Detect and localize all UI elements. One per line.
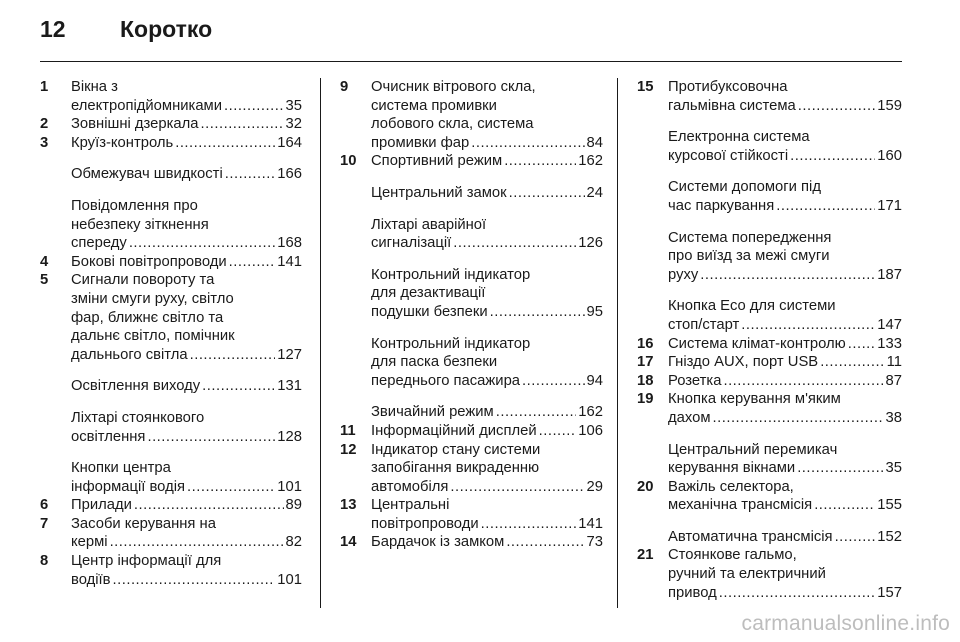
item-number: 14 [340, 534, 357, 551]
entry-line: дальнє світло, помічник [71, 328, 235, 345]
item-number: 16 [637, 335, 654, 352]
entry-line: подушки безпеки [371, 303, 488, 320]
column-divider [320, 78, 321, 608]
item-number [40, 377, 71, 396]
page-reference[interactable]: 155 [877, 497, 902, 514]
dot-leader [224, 97, 284, 116]
page-reference[interactable]: 106 [578, 422, 603, 439]
index-entry[interactable] [637, 441, 902, 478]
entry-line: Ліхтарі стоянкового [71, 409, 205, 426]
dot-leader [481, 515, 577, 534]
page-reference[interactable]: 159 [877, 97, 902, 114]
index-column-1 [40, 78, 302, 589]
index-entry[interactable] [637, 372, 902, 391]
index-entry[interactable] [340, 184, 603, 203]
index-entry[interactable] [40, 496, 302, 515]
entry-line: Кнопка керування м'яким [668, 391, 841, 408]
index-entry[interactable] [40, 165, 302, 184]
page-reference[interactable]: 84 [586, 134, 603, 151]
item-number [340, 335, 371, 391]
entry-line: фар, ближнє світло та [71, 309, 224, 326]
entry-line: спереду [71, 235, 127, 252]
index-entry[interactable] [637, 528, 902, 547]
entry-line: Обмежувач швидкості [71, 166, 223, 183]
index-entry[interactable] [40, 552, 302, 589]
entry-line: водіїв [71, 571, 111, 588]
item-number: 21 [637, 547, 654, 564]
item-number [40, 459, 71, 496]
dot-leader [134, 496, 284, 515]
item-number: 2 [40, 116, 49, 133]
item-number: 10 [340, 153, 357, 170]
dot-leader [490, 303, 585, 322]
item-number: 17 [637, 354, 654, 371]
entry-line: гальмівна система [668, 97, 796, 114]
page-reference[interactable]: 141 [578, 515, 603, 532]
page-reference[interactable]: 35 [885, 460, 902, 477]
index-entry[interactable] [340, 403, 603, 422]
entry-line: привод [668, 584, 717, 601]
page-reference[interactable]: 126 [578, 235, 603, 252]
entry-line: для паска безпеки [371, 354, 498, 371]
entry-line: Автоматична трансмісія [668, 528, 833, 545]
item-number [637, 229, 668, 285]
entry-line: небезпеку зіткнення [71, 216, 209, 233]
entry-text [371, 216, 603, 253]
entry-line: Зовнішні дзеркала [71, 116, 199, 133]
entry-text [668, 390, 902, 427]
entry-text [371, 335, 603, 391]
dot-leader [776, 197, 875, 216]
index-entry[interactable] [340, 152, 603, 171]
entry-line: Контрольний індикатор [371, 266, 531, 283]
entry-text [71, 253, 302, 272]
index-entry[interactable] [340, 533, 603, 552]
entry-text [71, 459, 302, 496]
entry-text [668, 372, 902, 391]
page-reference[interactable]: 35 [285, 97, 302, 114]
dot-leader [719, 584, 876, 603]
item-number [340, 184, 371, 203]
page-reference[interactable]: 162 [578, 404, 603, 421]
page-reference[interactable]: 171 [877, 197, 902, 214]
index-entry[interactable] [40, 197, 302, 253]
entry-line: Бокові повітропроводи [71, 253, 227, 270]
dot-leader [110, 533, 284, 552]
entry-line: зміни смуги руху, світло [71, 290, 234, 307]
entry-text [71, 165, 302, 184]
entry-text [668, 297, 902, 334]
index-entry[interactable] [40, 271, 302, 364]
entry-line: Звичайний режим [371, 404, 494, 421]
index-entry[interactable] [637, 78, 902, 115]
item-number: 19 [637, 391, 654, 408]
index-entry[interactable] [340, 78, 603, 152]
entry-line: дахом [668, 409, 711, 426]
entry-text [668, 441, 902, 478]
index-entry[interactable] [340, 335, 603, 391]
dot-leader [129, 234, 275, 253]
dot-leader [798, 97, 876, 116]
page-reference[interactable]: 87 [885, 372, 902, 389]
entry-line: Сигнали повороту та [71, 272, 215, 289]
index-column-2 [340, 78, 603, 552]
dot-leader [225, 165, 276, 184]
entry-line: руху [668, 266, 699, 283]
entry-text [371, 533, 603, 552]
dot-leader [814, 496, 875, 515]
index-column-3 [637, 78, 902, 602]
entry-text [371, 78, 603, 152]
page-reference[interactable]: 32 [285, 116, 302, 133]
item-number [637, 441, 668, 478]
item-number: 3 [40, 134, 49, 151]
item-number: 9 [340, 79, 349, 95]
item-number [340, 216, 371, 253]
entry-line: сигналізації [371, 235, 452, 252]
entry-line: інформації водія [71, 478, 186, 495]
entry-text [71, 409, 302, 446]
item-number: 18 [637, 372, 654, 389]
entry-text [71, 496, 302, 515]
entry-line: Інформаційний дисплей [371, 422, 537, 439]
entry-text [371, 403, 603, 422]
entry-line: Вікна з [71, 79, 118, 95]
dot-leader [790, 147, 875, 166]
dot-leader [713, 409, 884, 428]
page-reference[interactable]: 29 [586, 478, 603, 495]
entry-text [71, 552, 302, 589]
column-divider [617, 78, 618, 608]
entry-line: про виїзд за межі смуги [668, 248, 830, 265]
entry-text [668, 478, 902, 515]
item-number [40, 165, 71, 184]
dot-leader [504, 152, 576, 171]
entry-line: Ліхтарі аварійної [371, 216, 487, 233]
item-number: 6 [40, 497, 49, 514]
dot-leader [175, 134, 275, 153]
entry-line: Центр інформації для [71, 553, 222, 570]
index-entry[interactable] [340, 441, 603, 497]
dot-leader [201, 115, 284, 134]
index-entry[interactable] [637, 297, 902, 334]
entry-line: Освітлення виходу [71, 378, 201, 395]
index-entry[interactable] [637, 353, 902, 372]
index-entry[interactable] [340, 496, 603, 533]
index-entry[interactable] [40, 115, 302, 134]
index-entry[interactable] [637, 335, 902, 354]
index-entry[interactable] [40, 377, 302, 396]
page-reference[interactable]: 162 [578, 153, 603, 170]
page-reference[interactable]: 147 [877, 316, 902, 333]
entry-line: Кнопка Eco для системи [668, 298, 836, 315]
entry-text [71, 134, 302, 153]
entry-line: Гніздо AUX, порт USB [668, 354, 819, 371]
entry-text [71, 515, 302, 552]
entry-line: Індикатор стану системи [371, 441, 541, 458]
entry-line: Бардачок із замком [371, 534, 505, 551]
entry-text [668, 528, 902, 547]
dot-leader [229, 253, 276, 272]
item-number [40, 409, 71, 446]
page-reference[interactable]: 128 [277, 428, 302, 445]
item-number [340, 266, 371, 322]
page-reference[interactable]: 131 [277, 378, 302, 395]
dot-leader [147, 428, 275, 447]
dot-leader [700, 266, 875, 285]
index-entry[interactable] [637, 178, 902, 215]
entry-line: автомобіля [371, 478, 449, 495]
entry-text [371, 441, 603, 497]
item-number [40, 197, 71, 253]
entry-text [668, 229, 902, 285]
page-reference[interactable]: 82 [285, 534, 302, 551]
item-number: 8 [40, 553, 49, 570]
page-reference[interactable]: 101 [277, 478, 302, 495]
dot-leader [539, 422, 577, 441]
dot-leader [509, 184, 585, 203]
entry-line: промивки фар [371, 134, 470, 151]
entry-text [668, 128, 902, 165]
entry-line: Круїз-контроль [71, 134, 174, 151]
entry-line: для дезактивації [371, 285, 486, 302]
page-reference[interactable]: 73 [586, 534, 603, 551]
entry-line: система промивки [371, 97, 497, 114]
item-number [637, 178, 668, 215]
entry-line: кермі [71, 534, 108, 551]
entry-line: Протибуксовочна [668, 79, 788, 95]
entry-line: лобового скла, система [371, 116, 534, 133]
dot-leader [187, 478, 275, 497]
watermark: carmanualsonline.info [741, 612, 950, 635]
item-number: 7 [40, 515, 49, 532]
index-entry[interactable] [40, 78, 302, 115]
index-entry[interactable] [40, 515, 302, 552]
dot-leader [506, 533, 584, 552]
index-entry[interactable] [40, 134, 302, 153]
dot-leader [202, 377, 275, 396]
entry-text [371, 496, 603, 533]
entry-line: керування вікнами [668, 460, 796, 477]
entry-text [71, 197, 302, 253]
dot-leader [820, 353, 884, 372]
page-reference[interactable]: 133 [877, 335, 902, 352]
page-title: Коротко [120, 16, 213, 42]
page-header [40, 16, 212, 50]
entry-line: ручний та електричний [668, 566, 826, 583]
entry-line: електропідйомниками [71, 97, 222, 114]
item-number: 5 [40, 272, 49, 289]
entry-line: Системи допомоги під [668, 179, 821, 196]
index-entry[interactable] [40, 409, 302, 446]
entry-line: Стоянкове гальмо, [668, 547, 797, 564]
page-reference[interactable]: 94 [586, 372, 603, 389]
page-reference[interactable]: 152 [877, 528, 902, 545]
dot-leader [835, 528, 876, 547]
page-number: 12 [40, 16, 66, 42]
page-reference[interactable]: 127 [277, 346, 302, 363]
dot-leader [453, 234, 576, 253]
entry-text [371, 422, 603, 441]
item-number: 13 [340, 497, 357, 514]
page-reference[interactable]: 166 [277, 166, 302, 183]
item-number: 1 [40, 79, 49, 95]
entry-line: Центральний перемикач [668, 441, 838, 458]
entry-line: Система клімат-контролю [668, 335, 846, 352]
index-entry[interactable] [637, 546, 902, 602]
item-number: 20 [637, 478, 654, 495]
entry-line: стоп/старт [668, 316, 740, 333]
entry-text [668, 78, 902, 115]
entry-line: Спортивний режим [371, 153, 503, 170]
entry-text [71, 271, 302, 364]
item-number [340, 403, 371, 422]
entry-line: механічна трансмісія [668, 497, 813, 514]
index-entry[interactable] [340, 422, 603, 441]
page-reference[interactable]: 141 [277, 253, 302, 270]
dot-leader [741, 316, 875, 335]
dot-leader [113, 571, 276, 590]
entry-line: Контрольний індикатор [371, 335, 531, 352]
page-reference[interactable]: 11 [886, 354, 902, 371]
entry-text [668, 335, 902, 354]
index-entry[interactable] [340, 216, 603, 253]
index-entry[interactable] [40, 459, 302, 496]
entry-line: освітлення [71, 428, 146, 445]
entry-line: Центральний замок [371, 184, 507, 201]
entry-text [371, 152, 603, 171]
page-reference[interactable]: 168 [277, 235, 302, 252]
entry-line: Розетка [668, 372, 722, 389]
index-entry[interactable] [340, 266, 603, 322]
entry-line: повітропроводи [371, 515, 479, 532]
dot-leader [522, 372, 585, 391]
index-entry[interactable] [637, 390, 902, 427]
entry-text [71, 377, 302, 396]
entry-line: Електронна система [668, 129, 810, 146]
page-reference[interactable]: 95 [586, 303, 603, 320]
item-number [637, 128, 668, 165]
dot-leader [797, 459, 883, 478]
item-number: 12 [340, 441, 357, 458]
page-reference[interactable]: 24 [586, 184, 603, 201]
entry-line: Повідомлення про [71, 197, 198, 214]
entry-line: запобігання викраденню [371, 460, 540, 477]
index-entry[interactable] [637, 478, 902, 515]
entry-line: Прилади [71, 497, 132, 514]
page-reference[interactable]: 89 [285, 497, 302, 514]
entry-line: Очисник вітрового скла, [371, 79, 536, 95]
entry-text [668, 546, 902, 602]
index-entry[interactable] [40, 253, 302, 272]
item-number: 11 [340, 422, 356, 439]
dot-leader [471, 134, 584, 153]
page-reference[interactable]: 38 [885, 409, 902, 426]
entry-line: час паркування [668, 197, 775, 214]
entry-text [371, 266, 603, 322]
item-number [637, 297, 668, 334]
entry-line: Важіль селектора, [668, 478, 794, 495]
entry-text [371, 184, 603, 203]
page-reference[interactable]: 187 [877, 266, 902, 283]
dot-leader [450, 478, 584, 497]
entry-text [71, 78, 302, 115]
dot-leader [723, 372, 883, 391]
dot-leader [190, 346, 276, 365]
page-reference[interactable]: 157 [877, 584, 902, 601]
entry-line: дальнього світла [71, 346, 188, 363]
item-number: 4 [40, 253, 49, 270]
entry-text [71, 115, 302, 134]
page-reference[interactable]: 101 [277, 571, 302, 588]
item-number [637, 528, 668, 547]
entry-text [668, 178, 902, 215]
header-rule [40, 61, 902, 62]
entry-line: переднього пасажира [371, 372, 521, 389]
index-entry[interactable] [637, 229, 902, 285]
entry-line: курсової стійкості [668, 147, 789, 164]
entry-text [668, 353, 902, 372]
entry-line: Центральні [371, 497, 450, 514]
entry-line: Система попередження [668, 229, 832, 246]
entry-line: Кнопки центра [71, 460, 171, 477]
page-reference[interactable]: 160 [877, 147, 902, 164]
page-reference[interactable]: 164 [277, 134, 302, 151]
item-number: 15 [637, 79, 654, 95]
index-entry[interactable] [637, 128, 902, 165]
dot-leader [496, 403, 577, 422]
entry-line: Засоби керування на [71, 515, 216, 532]
dot-leader [848, 335, 876, 354]
